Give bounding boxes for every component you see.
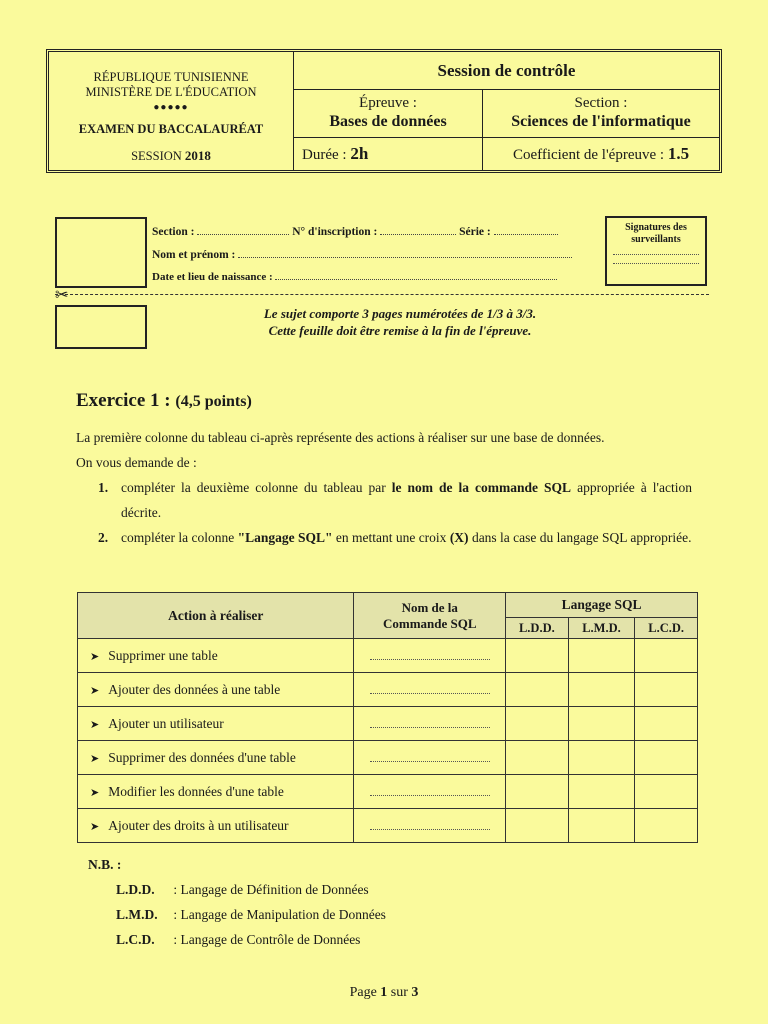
nb-lmd-text: : Langage de Manipulation de Données: [173, 907, 386, 922]
instruction-2: [98, 525, 692, 550]
exercise-title-text: Exercice 1 :: [76, 390, 171, 411]
instruction-2-part: compléter la colonne: [121, 530, 238, 545]
epreuve-label: Épreuve :: [359, 95, 417, 111]
institution-block: [49, 52, 294, 170]
session-year: [49, 148, 293, 164]
lcd-checkbox-cell[interactable]: [635, 741, 698, 775]
nb-lcd: [116, 932, 360, 948]
exercise-intro: [76, 425, 696, 475]
action-text: Ajouter un utilisateur: [108, 715, 224, 731]
signatures-label: Signatures des surveillants: [625, 222, 687, 245]
cut-line: [55, 294, 709, 295]
table-row: [78, 707, 698, 741]
nb-lmd: [116, 907, 386, 923]
action-cell: [78, 741, 354, 775]
coef-value: 1.5: [667, 144, 690, 163]
section-field[interactable]: [197, 224, 289, 235]
instruction-2-bold: "Langage SQL": [237, 530, 333, 545]
lcd-checkbox-cell[interactable]: [635, 673, 698, 707]
action-cell: [78, 809, 354, 843]
action-text: Supprimer une table: [108, 647, 218, 663]
instruction-1-num: 1.: [98, 480, 109, 495]
date-field[interactable]: [275, 269, 557, 280]
command-answer-field[interactable]: [354, 775, 506, 809]
section-label: Section :: [574, 95, 628, 111]
arrow-icon: ➤: [90, 786, 100, 799]
notice-line-1: Le sujet comporte 3 pages numérotées de 1/3 à 3/3.: [263, 306, 537, 321]
action-cell: [78, 707, 354, 741]
session-type: Session de contrôle: [294, 52, 719, 90]
action-text: Ajouter des droits à un utilisateur: [108, 817, 289, 833]
table-row: [78, 741, 698, 775]
instruction-2-bold: (X): [449, 530, 469, 545]
intro-line-1: La première colonne du tableau ci-après représente des actions à réaliser sur une base de données.: [76, 430, 605, 445]
action-text: Supprimer des données d'une table: [108, 749, 296, 765]
nb-ldd-abbr: L.D.D.: [116, 882, 155, 897]
col-lmd-header: L.M.D.: [568, 618, 635, 639]
scissors-icon: ✂: [55, 287, 69, 304]
inscription-field[interactable]: [380, 224, 456, 235]
serie-field[interactable]: [494, 224, 558, 235]
instruction-1-bold: le nom de la commande SQL: [391, 480, 572, 495]
session-label: SESSION: [131, 149, 182, 163]
lmd-checkbox-cell[interactable]: [568, 639, 635, 673]
exam-header: [46, 49, 722, 173]
lmd-checkbox-cell[interactable]: [568, 673, 635, 707]
instruction-2-num: 2.: [98, 530, 109, 545]
action-text: Ajouter des données à une table: [108, 681, 281, 697]
date-field-label: Date et lieu de naissance :: [152, 271, 273, 283]
page-sur: sur: [390, 985, 408, 1000]
nom-field-label: Nom et prénom :: [152, 249, 236, 261]
signature-line: [613, 263, 699, 264]
table-row: [78, 775, 698, 809]
action-text: Modifier les données d'une table: [108, 783, 284, 799]
ldd-checkbox-cell[interactable]: [506, 741, 569, 775]
col-action-header: Action à réaliser: [78, 593, 354, 639]
table-row: [78, 639, 698, 673]
signature-line: [613, 254, 699, 255]
exercise-title: [76, 390, 252, 412]
section-cell: [483, 90, 719, 138]
inscription-field-label: N° d'inscription :: [292, 226, 378, 238]
ldd-checkbox-cell[interactable]: [506, 775, 569, 809]
nb-ldd: [116, 882, 369, 898]
page-number: 1: [380, 985, 388, 1000]
action-cell: [78, 673, 354, 707]
arrow-icon: ➤: [90, 718, 100, 731]
sql-table: [77, 592, 698, 843]
intro-line-2: On vous demande de :: [76, 455, 197, 470]
candidate-code-box: [55, 217, 147, 288]
epreuve-value: Bases de données: [329, 113, 447, 130]
lmd-checkbox-cell[interactable]: [568, 741, 635, 775]
nb-lcd-text: : Langage de Contrôle de Données: [173, 932, 361, 947]
arrow-icon: ➤: [90, 684, 100, 697]
nom-field[interactable]: [238, 247, 572, 258]
instruction-1-text: [121, 475, 692, 525]
table-header-row: [78, 593, 698, 618]
col-language-header: Langage SQL: [506, 593, 698, 618]
instruction-2-part: en mettant une croix: [332, 530, 450, 545]
command-answer-field[interactable]: [354, 741, 506, 775]
ldd-checkbox-cell[interactable]: [506, 639, 569, 673]
candidate-line-1: [152, 224, 558, 238]
lmd-checkbox-cell[interactable]: [568, 707, 635, 741]
nb-lcd-abbr: L.C.D.: [116, 932, 155, 947]
instruction-1-part: appropriée à l'action décrite.: [121, 480, 692, 520]
exam-name: EXAMEN DU BACCALAURÉAT: [78, 122, 264, 136]
col-command-header: [354, 593, 506, 639]
arrow-icon: ➤: [90, 650, 100, 663]
arrow-icon: ➤: [90, 820, 100, 833]
table-row: [78, 673, 698, 707]
instruction-2-text: [121, 525, 692, 550]
lmd-checkbox-cell[interactable]: [568, 809, 635, 843]
exercise-points: (4,5 points): [175, 393, 252, 410]
serie-field-label: Série :: [459, 226, 491, 238]
anonymous-code-box: [55, 305, 147, 349]
col-ldd-header: L.D.D.: [506, 618, 569, 639]
nb-ldd-text: : Langage de Définition de Données: [173, 882, 369, 897]
lcd-checkbox-cell[interactable]: [635, 775, 698, 809]
session-year-value: 2018: [184, 148, 211, 163]
notice: [150, 305, 650, 339]
epreuve-cell: [294, 90, 483, 138]
lmd-checkbox-cell[interactable]: [568, 775, 635, 809]
command-answer-field[interactable]: [354, 707, 506, 741]
nb-title: N.B. :: [88, 857, 122, 872]
col-command-line-2: Commande SQL: [382, 615, 477, 631]
coef-label: Coefficient de l'épreuve :: [512, 147, 665, 163]
signatures-box: [605, 216, 707, 286]
page-label: Page: [349, 985, 377, 1000]
command-answer-field[interactable]: [354, 639, 506, 673]
action-cell: [78, 639, 354, 673]
ldd-checkbox-cell[interactable]: [506, 673, 569, 707]
col-command-line-1: Nom de la: [401, 599, 458, 615]
duree-value: 2h: [350, 144, 369, 163]
ministry-name: MINISTÈRE DE L'ÉDUCATION: [85, 85, 257, 99]
coef-cell: [483, 138, 719, 170]
command-answer-field[interactable]: [354, 809, 506, 843]
instruction-1-part: compléter la deuxième colonne du tableau par: [121, 480, 392, 495]
page-total: 3: [411, 985, 419, 1000]
section-field-label: Section :: [152, 226, 195, 238]
candidate-line-3: [152, 269, 557, 283]
page-footer: [0, 985, 768, 1001]
duree-cell: [294, 138, 483, 170]
ldd-checkbox-cell[interactable]: [506, 707, 569, 741]
instruction-1: [98, 475, 692, 525]
candidate-line-2: [152, 247, 572, 261]
command-answer-field[interactable]: [354, 673, 506, 707]
lcd-checkbox-cell[interactable]: [635, 809, 698, 843]
nb-lmd-abbr: L.M.D.: [116, 907, 158, 922]
decorative-dots: ●●●●●: [153, 102, 189, 113]
duree-label: Durée :: [302, 147, 347, 163]
action-cell: [78, 775, 354, 809]
lcd-checkbox-cell[interactable]: [635, 639, 698, 673]
col-lcd-header: L.C.D.: [635, 618, 698, 639]
table-row: [78, 809, 698, 843]
lcd-checkbox-cell[interactable]: [635, 707, 698, 741]
country-name: RÉPUBLIQUE TUNISIENNE: [93, 70, 249, 84]
section-value: Sciences de l'informatique: [511, 113, 691, 130]
ldd-checkbox-cell[interactable]: [506, 809, 569, 843]
arrow-icon: ➤: [90, 752, 100, 765]
notice-line-2: Cette feuille doit être remise à la fin de l'épreuve.: [268, 323, 532, 338]
instruction-2-part: dans la case du langage SQL appropriée.: [468, 530, 692, 545]
